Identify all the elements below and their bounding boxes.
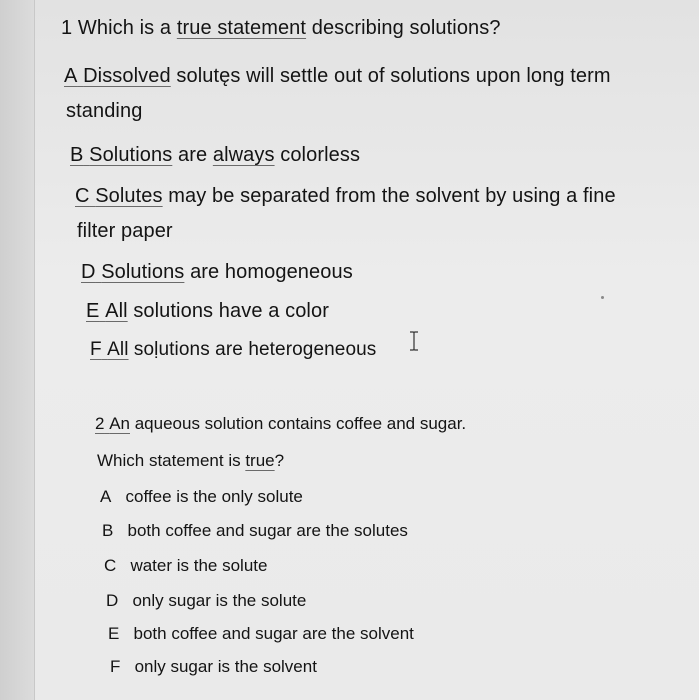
q2-option-a	[100, 488, 303, 505]
q1-option-c-text: may be separated from the solvent by using a fine	[162, 185, 616, 207]
q1-option-a-letter: A	[64, 65, 78, 87]
q1-option-f-letter: F	[90, 339, 102, 360]
q2-option-c-letter: C	[104, 556, 117, 575]
q2-option-b-letter: B	[102, 521, 114, 540]
q2-option-f-letter: F	[110, 657, 121, 676]
question-2-prompt-underlined: true	[245, 451, 275, 470]
q2-option-b-text: both coffee and sugar are the solutes	[127, 521, 408, 540]
q1-option-a-text: solutęs will settle out of solutions upon long term	[170, 65, 611, 87]
q1-option-b	[70, 145, 360, 165]
question-2-prompt-a: Which statement is	[97, 451, 246, 470]
q1-option-a-underlined: Dissolved	[83, 65, 171, 87]
q2-option-f	[110, 658, 317, 675]
q1-option-f-text: soḷutions are heterogeneous	[128, 339, 377, 360]
q1-option-d-letter: D	[81, 261, 96, 283]
q1-option-d-text: are homogeneous	[184, 261, 353, 283]
screen-speck	[601, 296, 604, 299]
q1-option-b-mid: are	[172, 144, 213, 166]
q1-option-b-underlined-2: always	[212, 144, 275, 166]
q2-option-b	[102, 522, 408, 539]
q1-option-c-continued: filter paper	[77, 220, 173, 242]
q2-option-d-text: only sugar is the solute	[132, 591, 307, 610]
question-1-title	[61, 18, 501, 38]
q2-option-c	[104, 557, 267, 574]
q2-option-e	[108, 625, 414, 642]
q1-option-d-underlined: Solutions	[101, 261, 185, 283]
q1-option-c-letter: C	[75, 185, 90, 207]
q2-option-e-letter: E	[108, 624, 120, 643]
question-2-text: aqueous solution contains coffee and sugar.	[130, 414, 467, 433]
question-1-text-underlined: true statement	[176, 17, 307, 39]
question-1-text-c: describing solutions?	[306, 17, 501, 39]
question-2-title	[95, 415, 466, 432]
q1-option-d	[81, 262, 353, 282]
text-cursor-icon	[408, 331, 420, 351]
q1-option-f	[90, 340, 376, 359]
q2-option-e-text: both coffee and sugar are the solvent	[133, 624, 414, 643]
q1-option-e-letter: E	[86, 300, 100, 322]
q2-option-d	[106, 592, 306, 609]
q1-option-e	[86, 301, 329, 321]
q1-option-e-underlined: All	[105, 300, 128, 322]
q2-option-d-letter: D	[106, 591, 119, 610]
question-2-number: 2	[95, 414, 105, 433]
q1-option-f-underlined: All	[107, 339, 129, 360]
question-1-text-a: Which is a	[77, 17, 177, 39]
q1-option-b-text: colorless	[274, 144, 361, 166]
q1-option-a-continued: standing	[66, 100, 143, 122]
q2-option-a-text: coffee is the only solute	[125, 487, 303, 506]
question-1-number: 1	[61, 17, 73, 39]
q1-option-b-underlined-1: Solutions	[89, 144, 173, 166]
q2-option-c-text: water is the solute	[130, 556, 268, 575]
question-2-prompt-c: ?	[274, 451, 285, 470]
question-2-underlined: An	[109, 414, 130, 433]
question-2-prompt	[97, 452, 284, 469]
q1-option-e-text: solutions have a color	[127, 300, 329, 322]
q2-option-a-letter: A	[100, 487, 112, 506]
q1-option-a	[64, 66, 611, 86]
q1-option-c-underlined: Solutes	[95, 185, 163, 207]
q1-option-b-letter: B	[70, 144, 84, 166]
q2-option-f-text: only sugar is the solvent	[134, 657, 317, 676]
q1-option-c	[75, 186, 616, 206]
